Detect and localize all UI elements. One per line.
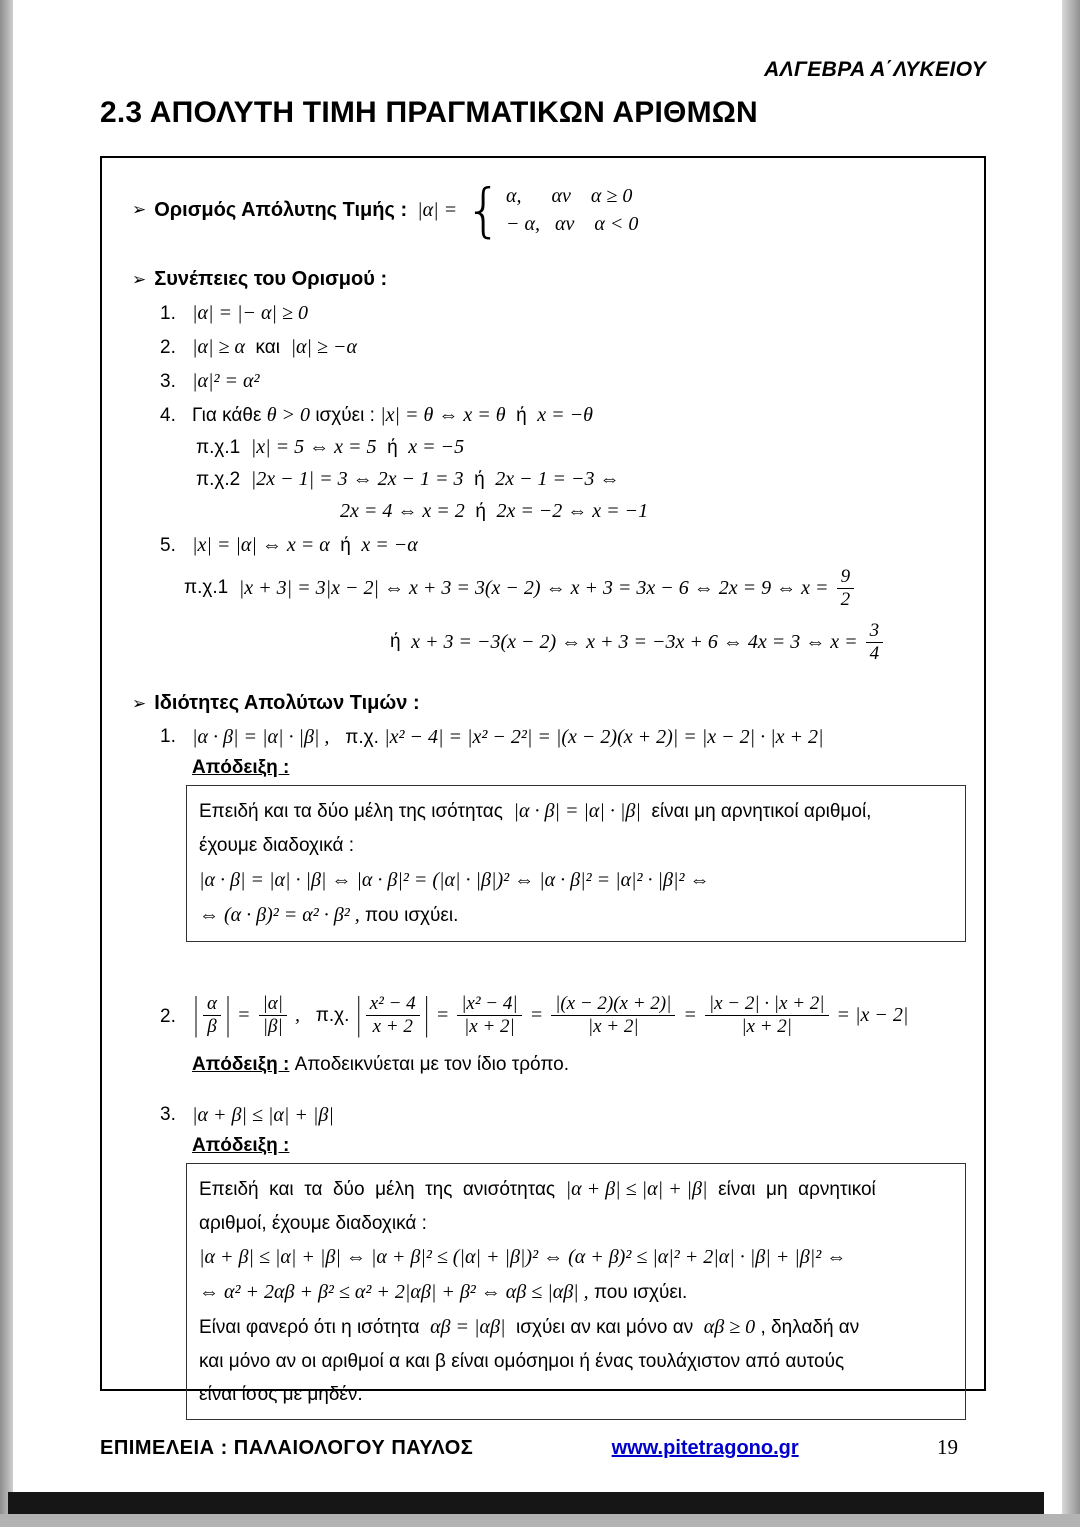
text: ή bbox=[464, 500, 497, 522]
proof-box-3 bbox=[186, 1163, 966, 1421]
page-footer bbox=[100, 1435, 986, 1460]
content-box bbox=[100, 156, 986, 1406]
math-text: x + 3 = −3(x − 2) ⇔ x + 3 = −3x + 6 ⇔ 4x = 3 ⇔ x = bbox=[411, 630, 863, 653]
math-text: 2x = 4 ⇔ x = 2 bbox=[340, 500, 465, 522]
page-number: 19 bbox=[937, 1435, 958, 1459]
text: | bbox=[356, 989, 361, 1040]
math-text: x = −α bbox=[361, 534, 418, 556]
math-text: |α| ≥ α bbox=[192, 336, 245, 358]
proof-box-1 bbox=[186, 785, 966, 941]
text: ή bbox=[463, 468, 496, 490]
proof-line bbox=[199, 1207, 953, 1240]
math-text: x = −5 bbox=[408, 436, 465, 458]
text: , δηλαδή αν bbox=[755, 1316, 860, 1338]
page-content bbox=[100, 58, 986, 1406]
math-text: |2x − 1| = 3 ⇔ 2x − 1 = 3 bbox=[250, 468, 464, 490]
consequence-item-4 bbox=[160, 404, 966, 427]
text: αριθμοί, έχουμε διαδοχικά : bbox=[199, 1212, 427, 1234]
text: Για κάθε bbox=[192, 404, 267, 426]
text: | bbox=[194, 989, 199, 1040]
math-text: |x| = 5 ⇔ x = 5 bbox=[250, 436, 377, 458]
arrow-bullet-icon: ➢ bbox=[132, 269, 147, 289]
math-text: |α + β| ≤ |α| + |β| bbox=[565, 1177, 708, 1200]
text: είναι μη αρνητικοί αριθμοί, bbox=[640, 801, 872, 823]
proof-line bbox=[199, 794, 953, 829]
math-text: |x| = θ ⇔ x = θ bbox=[380, 404, 506, 426]
math-line bbox=[192, 726, 824, 749]
proof-line bbox=[199, 1378, 953, 1411]
consequences-list bbox=[160, 302, 966, 664]
page-edge-left bbox=[0, 0, 13, 1527]
proof-label: Απόδειξη : bbox=[192, 1134, 290, 1156]
property-1 bbox=[160, 726, 966, 955]
consequence-item-2 bbox=[160, 336, 966, 359]
math-text: 2x = −2 ⇔ x = −1 bbox=[496, 500, 649, 522]
proof-label: Απόδειξη : bbox=[192, 757, 290, 779]
math-text: |α|² = α² bbox=[192, 370, 260, 392]
example-line bbox=[196, 436, 966, 459]
item-number: 2. bbox=[160, 336, 176, 358]
text: που ισχύει. bbox=[359, 904, 459, 926]
math-text: 2x − 1 = −3 ⇔ bbox=[495, 468, 620, 490]
example-line bbox=[340, 500, 966, 523]
math-line bbox=[192, 370, 259, 393]
text: Επειδή και τα δύο μέλη της ανισότητας bbox=[199, 1178, 566, 1200]
text: Είναι φανερό ότι η ισότητα bbox=[199, 1316, 431, 1338]
math-line bbox=[192, 534, 418, 557]
text: και bbox=[244, 336, 291, 358]
math-line bbox=[340, 500, 648, 523]
math-text: x = −θ bbox=[537, 404, 593, 426]
text: ή bbox=[390, 631, 412, 653]
math-text: |x| = |α| ⇔ x = α bbox=[192, 534, 330, 556]
fraction: $\frac{3}{4}$ bbox=[866, 620, 884, 665]
proof-line bbox=[199, 1172, 953, 1207]
example-line bbox=[390, 620, 966, 665]
text: π.χ. bbox=[299, 1004, 355, 1026]
math-line bbox=[196, 436, 464, 459]
proof-line-inline bbox=[192, 1054, 966, 1076]
text: έχουμε διαδοχικά : bbox=[199, 835, 355, 857]
text: Επειδή και τα δύο μέλη της ισότητας bbox=[199, 801, 514, 823]
definition-cases bbox=[506, 182, 638, 238]
definition-lhs: |α| = bbox=[417, 198, 458, 221]
properties-heading bbox=[132, 692, 966, 715]
properties-label: Ιδιότητες Απολύτων Τιμών : bbox=[154, 692, 420, 715]
math-text: = bbox=[232, 1004, 256, 1027]
math-line bbox=[196, 468, 620, 491]
fraction: $\frac{|\alpha|}{|\beta|}$ bbox=[259, 993, 287, 1038]
consequence-item-1 bbox=[160, 302, 966, 325]
text: π.χ.1 bbox=[184, 577, 239, 599]
text: | bbox=[226, 989, 231, 1040]
definition-label: Ορισμός Απόλυτης Τιμής : bbox=[154, 198, 408, 221]
math-text: |α| ≥ −α bbox=[290, 336, 358, 358]
item-number: 5. bbox=[160, 534, 176, 556]
definition-row bbox=[132, 175, 966, 244]
math-text: |α + β| ≤ |α| + |β| ⇔ |α + β|² ≤ (|α| + |β|)² ⇔ (α + β)² ≤ |α|² + 2|α| · |β| + |β|² ⇔ bbox=[199, 1245, 847, 1268]
example-line bbox=[196, 468, 966, 491]
brace-glyph: { bbox=[465, 175, 503, 244]
math-text: = bbox=[430, 1004, 455, 1027]
item-number: 3. bbox=[160, 1103, 176, 1125]
property-1-body bbox=[192, 726, 966, 955]
consequences-heading bbox=[132, 268, 966, 291]
fraction: $\frac{\text{|x² − 4|}}{|x + 2|}$ bbox=[457, 993, 521, 1038]
proof-line bbox=[199, 1345, 953, 1378]
math-text: |x + 3| = 3|x − 2| ⇔ x + 3 = 3(x − 2) ⇔ x + 3 = 3x − 6 ⇔ 2x = 9 ⇔ x = bbox=[238, 576, 834, 599]
math-line bbox=[390, 620, 886, 665]
arrow-bullet-icon: ➢ bbox=[132, 200, 147, 219]
math-text: |α| = |− α| ≥ 0 bbox=[192, 302, 308, 324]
footer-editor: ΕΠΙΜΕΛΕΙΑ : ΠΑΛΑΙΟΛΟΓΟΥ ΠΑΥΛΟΣ bbox=[100, 1437, 474, 1459]
fraction: $\frac{|(x - 2)(x + 2)|}{|x + 2|}$ bbox=[551, 993, 675, 1038]
consequences-label: Συνέπειες του Ορισμού : bbox=[154, 268, 388, 290]
text: | bbox=[424, 989, 429, 1040]
math-text: θ > 0 bbox=[266, 404, 311, 426]
text: ή bbox=[505, 404, 538, 426]
math-text: |α + β| ≤ |α| + |β| bbox=[192, 1103, 334, 1126]
definition-case-bottom: − α, αν α < 0 bbox=[506, 213, 639, 235]
math-text: = bbox=[678, 1004, 702, 1027]
fraction: $\frac{9}{2}$ bbox=[837, 566, 855, 611]
text: είναι μη αρνητικοί bbox=[707, 1178, 876, 1200]
property-2 bbox=[160, 984, 966, 1076]
proof-line bbox=[199, 1240, 953, 1275]
page-title: 2.3 ΑΠΟΛΥΤΗ ΤΙΜΗ ΠΡΑΓΜΑΤΙΚΩΝ ΑΡΙΘΜΩΝ bbox=[100, 96, 758, 129]
page-edge-bottom bbox=[0, 1514, 1080, 1527]
math-text: |α · β| = |α| · |β| ⇔ |α · β|² = (|α| · |β|)² ⇔ |α · β|² = |α|² · |β|² ⇔ bbox=[199, 868, 710, 891]
properties-list bbox=[160, 726, 966, 1434]
proof-label: Απόδειξη : bbox=[192, 1053, 290, 1075]
text: ή bbox=[376, 436, 409, 458]
math-text: = bbox=[524, 1004, 549, 1027]
item-number: 1. bbox=[160, 726, 176, 748]
math-line bbox=[192, 336, 357, 359]
course-header: ΑΛΓΕΒΡΑ Α΄ΛΥΚΕΙΟΥ bbox=[764, 58, 986, 81]
math-text: |α · β| = |α| · |β| bbox=[513, 800, 641, 823]
text: π.χ. bbox=[329, 726, 385, 748]
math-text: , bbox=[289, 1004, 300, 1027]
math-text: = |x − 2| bbox=[831, 1004, 909, 1027]
item-number: 1. bbox=[160, 302, 176, 324]
definition-case-top: α, αν α ≥ 0 bbox=[506, 185, 633, 207]
math-text: |α · β| = |α| · |β| , bbox=[192, 726, 330, 749]
arrow-bullet-icon: ➢ bbox=[132, 693, 147, 713]
math-text: ⇔ α² + 2αβ + β² ≤ α² + 2|αβ| + β² ⇔ αβ ≤ |αβ| , bbox=[199, 1280, 589, 1303]
consequence-item-5 bbox=[160, 534, 966, 557]
fraction: $\frac{\alpha}{\beta}$ bbox=[203, 993, 221, 1038]
math-text: |x² − 4| = |x² − 2²| = |(x − 2)(x + 2)| = |x − 2| · |x + 2| bbox=[384, 726, 824, 749]
text: είναι ίσος με μηδέν. bbox=[199, 1384, 363, 1406]
text: που ισχύει. bbox=[588, 1281, 688, 1303]
text: ισχύει αν και μόνο αν bbox=[505, 1316, 704, 1338]
item-number: 2. bbox=[160, 1005, 176, 1027]
math-text: ⇔ (α · β)² = α² · β² , bbox=[199, 903, 360, 926]
proof-line bbox=[199, 1310, 953, 1345]
proof-line bbox=[199, 898, 953, 933]
property-3-body bbox=[192, 1104, 966, 1435]
page-edge-right bbox=[1062, 0, 1080, 1527]
page-bottom-bar bbox=[8, 1492, 1044, 1514]
text: ή bbox=[329, 534, 362, 556]
text: ισχύει : bbox=[310, 404, 381, 426]
math-line bbox=[192, 1104, 334, 1127]
item-number: 3. bbox=[160, 370, 176, 392]
fraction: $\frac{|x - 2| \cdot |x + 2|}{|x + 2|}$ bbox=[705, 993, 829, 1038]
proof-line bbox=[199, 1275, 953, 1310]
math-line bbox=[192, 984, 908, 1048]
example-line bbox=[184, 566, 966, 611]
proof-line bbox=[199, 863, 953, 898]
math-line bbox=[192, 404, 593, 427]
fraction: $\frac{\text{x² − 4}}{x + 2}$ bbox=[366, 993, 420, 1038]
property-3 bbox=[160, 1104, 966, 1435]
math-text: αβ ≥ 0 bbox=[703, 1315, 756, 1338]
property-2-body bbox=[192, 984, 966, 1076]
item-number: 4. bbox=[160, 404, 176, 426]
math-line bbox=[184, 566, 857, 611]
text: και μόνο αν οι αριθμοί α και β είναι ομόσημοι ή ένας τουλάχιστον από αυτούς bbox=[199, 1350, 845, 1372]
consequence-item-3 bbox=[160, 370, 966, 393]
math-text: αβ = |αβ| bbox=[430, 1315, 506, 1338]
proof-line bbox=[199, 829, 953, 862]
proof-text: Αποδεικνύεται με τον ίδιο τρόπο. bbox=[289, 1053, 570, 1075]
text: π.χ.2 bbox=[196, 468, 251, 490]
website-link[interactable]: www.pitetragono.gr bbox=[611, 1437, 799, 1459]
math-line bbox=[192, 302, 308, 325]
text: π.χ.1 bbox=[196, 436, 251, 458]
